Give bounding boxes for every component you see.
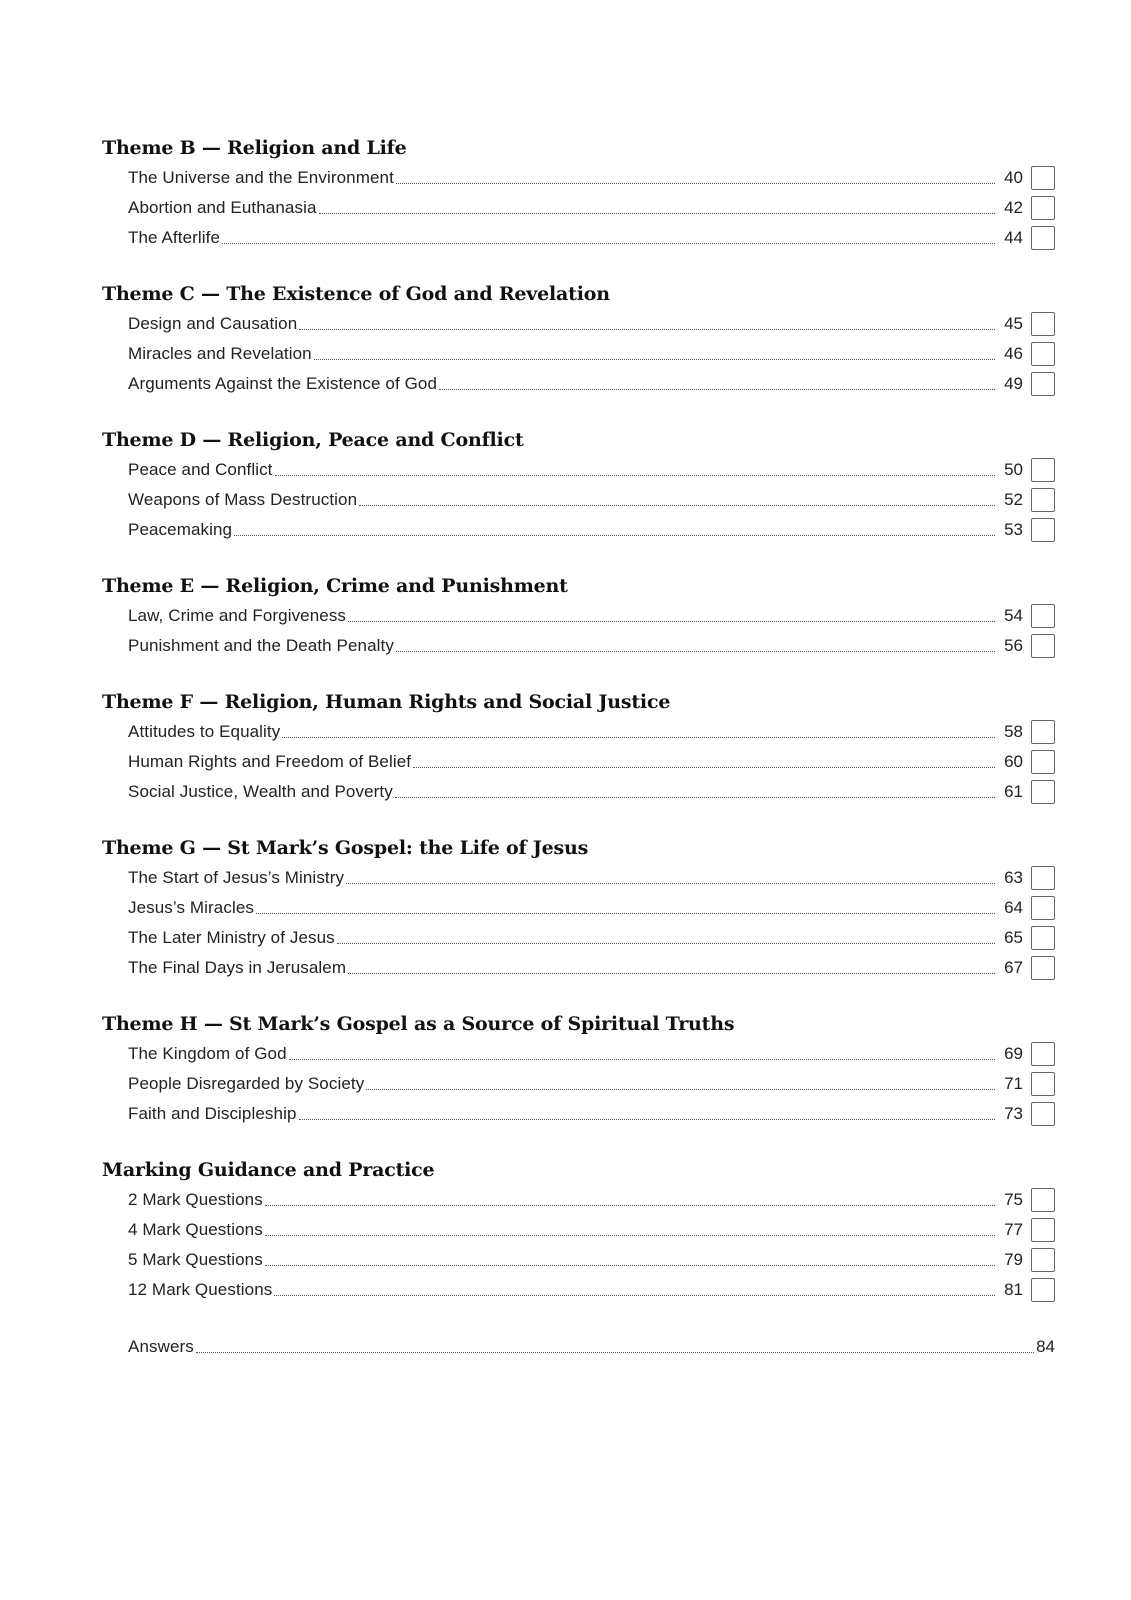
entry-title: Miracles and Revelation (128, 344, 312, 363)
entry-page-number: 40 (1004, 168, 1023, 187)
entry-page-number: 64 (1004, 898, 1023, 917)
toc-entry[interactable] (128, 193, 1055, 223)
dot-leader (348, 971, 995, 974)
entry-title: 5 Mark Questions (128, 1250, 263, 1269)
toc-entry[interactable] (128, 515, 1055, 545)
entry-page-number: 77 (1004, 1220, 1023, 1239)
progress-checkbox[interactable] (1031, 488, 1055, 512)
entry-title: 2 Mark Questions (128, 1190, 263, 1209)
dot-leader (299, 1117, 995, 1120)
dot-leader (396, 181, 995, 184)
entry-page-number: 73 (1004, 1104, 1023, 1123)
dot-leader (346, 881, 995, 884)
toc-entry[interactable] (128, 893, 1055, 923)
entry-title: 12 Mark Questions (128, 1280, 273, 1299)
progress-checkbox[interactable] (1031, 518, 1055, 542)
progress-checkbox[interactable] (1031, 226, 1055, 250)
dot-leader (319, 211, 996, 214)
section-title: Theme C — The Existence of God and Revelation (102, 283, 610, 305)
progress-checkbox[interactable] (1031, 750, 1055, 774)
dot-leader (396, 649, 995, 652)
entry-title: Faith and Discipleship (128, 1104, 297, 1123)
entry-title: Answers (128, 1337, 194, 1356)
progress-checkbox[interactable] (1031, 896, 1055, 920)
entry-title: Peacemaking (128, 520, 233, 539)
section-answers (102, 1332, 1055, 1362)
toc-entry[interactable] (128, 455, 1055, 485)
section-theme-g (102, 833, 1055, 983)
entry-page-number: 52 (1004, 490, 1023, 509)
section-theme-b (102, 133, 1055, 253)
entry-page-number: 53 (1004, 520, 1023, 539)
section-theme-d (102, 425, 1055, 545)
progress-checkbox[interactable] (1031, 1218, 1055, 1242)
toc-entry[interactable] (128, 747, 1055, 777)
toc-entry[interactable] (128, 163, 1055, 193)
entry-page-number: 46 (1004, 344, 1023, 363)
dot-leader (314, 357, 995, 360)
entry-page-number: 65 (1004, 928, 1023, 947)
dot-leader (299, 327, 995, 330)
entry-title: Attitudes to Equality (128, 722, 281, 741)
toc-entry[interactable] (128, 777, 1055, 807)
progress-checkbox[interactable] (1031, 1248, 1055, 1272)
toc-entry[interactable] (128, 369, 1055, 399)
entry-title: Human Rights and Freedom of Belief (128, 752, 412, 771)
toc-entry-answers[interactable] (128, 1332, 1055, 1362)
dot-leader (439, 387, 995, 390)
entry-title: The Final Days in Jerusalem (128, 958, 347, 977)
entry-page-number: 71 (1004, 1074, 1023, 1093)
dot-leader (265, 1233, 995, 1236)
entry-page-number: 67 (1004, 958, 1023, 977)
entry-title: Abortion and Euthanasia (128, 198, 317, 217)
section-title: Theme F — Religion, Human Rights and Social Justice (102, 691, 671, 713)
dot-leader (274, 1293, 995, 1296)
progress-checkbox[interactable] (1031, 342, 1055, 366)
progress-checkbox[interactable] (1031, 1188, 1055, 1212)
entry-page-number: 44 (1004, 228, 1023, 247)
dot-leader (359, 503, 995, 506)
section-theme-c (102, 279, 1055, 399)
progress-checkbox[interactable] (1031, 1278, 1055, 1302)
toc-entry[interactable] (128, 339, 1055, 369)
toc-entry[interactable] (128, 717, 1055, 747)
entry-title: The Later Ministry of Jesus (128, 928, 335, 947)
entry-page-number: 81 (1004, 1280, 1023, 1299)
toc-entry[interactable] (128, 923, 1055, 953)
entry-page-number: 63 (1004, 868, 1023, 887)
section-marking-guidance (102, 1155, 1055, 1305)
entry-page-number: 79 (1004, 1250, 1023, 1269)
section-title: Theme H — St Mark’s Gospel as a Source of Spiritual Truths (102, 1013, 735, 1035)
toc-entry[interactable] (128, 1039, 1055, 1069)
toc-entry[interactable] (128, 309, 1055, 339)
dot-leader (256, 911, 995, 914)
progress-checkbox[interactable] (1031, 458, 1055, 482)
toc-entry[interactable] (128, 1185, 1055, 1215)
dot-leader (348, 619, 995, 622)
entry-title: Peace and Conflict (128, 460, 273, 479)
entry-page-number: 60 (1004, 752, 1023, 771)
entry-title: Law, Crime and Forgiveness (128, 606, 347, 625)
dot-leader (395, 795, 995, 798)
progress-checkbox[interactable] (1031, 866, 1055, 890)
entry-page-number: 42 (1004, 198, 1023, 217)
section-title: Marking Guidance and Practice (102, 1159, 435, 1181)
entry-page-number: 49 (1004, 374, 1023, 393)
progress-checkbox[interactable] (1031, 196, 1055, 220)
entry-title: Jesus’s Miracles (128, 898, 254, 917)
entry-title: The Universe and the Environment (128, 168, 394, 187)
dot-leader (337, 941, 995, 944)
entry-page-number: 75 (1004, 1190, 1023, 1209)
entry-title: Social Justice, Wealth and Poverty (128, 782, 393, 801)
section-title: Theme D — Religion, Peace and Conflict (102, 429, 524, 451)
entry-page-number: 61 (1004, 782, 1023, 801)
dot-leader (222, 241, 995, 244)
entry-title: Punishment and the Death Penalty (128, 636, 394, 655)
entry-title: Design and Causation (128, 314, 298, 333)
section-theme-h (102, 1009, 1055, 1129)
toc-entry[interactable] (128, 601, 1055, 631)
entry-title: The Start of Jesus’s Ministry (128, 868, 345, 887)
toc-entry[interactable] (128, 223, 1055, 253)
entry-page-number: 58 (1004, 722, 1023, 741)
toc-entry[interactable] (128, 485, 1055, 515)
progress-checkbox[interactable] (1031, 1102, 1055, 1126)
toc-entry[interactable] (128, 631, 1055, 661)
section-title: Theme E — Religion, Crime and Punishment (102, 575, 568, 597)
dot-leader (413, 765, 995, 768)
entry-page-number: 84 (1036, 1337, 1055, 1356)
progress-checkbox[interactable] (1031, 166, 1055, 190)
progress-checkbox[interactable] (1031, 780, 1055, 804)
section-theme-e (102, 571, 1055, 661)
entry-page-number: 54 (1004, 606, 1023, 625)
section-theme-f (102, 687, 1055, 807)
entry-title: People Disregarded by Society (128, 1074, 365, 1093)
entry-page-number: 50 (1004, 460, 1023, 479)
progress-checkbox[interactable] (1031, 634, 1055, 658)
progress-checkbox[interactable] (1031, 1042, 1055, 1066)
progress-checkbox[interactable] (1031, 956, 1055, 980)
toc-entry[interactable] (128, 953, 1055, 983)
progress-checkbox[interactable] (1031, 926, 1055, 950)
progress-checkbox[interactable] (1031, 1072, 1055, 1096)
progress-checkbox[interactable] (1031, 312, 1055, 336)
section-title: Theme B — Religion and Life (102, 137, 407, 159)
dot-leader (289, 1057, 995, 1060)
entry-title: The Kingdom of God (128, 1044, 287, 1063)
entry-title: Arguments Against the Existence of God (128, 374, 438, 393)
entry-page-number: 69 (1004, 1044, 1023, 1063)
progress-checkbox[interactable] (1031, 720, 1055, 744)
dot-leader (234, 533, 995, 536)
dot-leader (196, 1350, 1034, 1353)
entry-page-number: 56 (1004, 636, 1023, 655)
dot-leader (275, 473, 996, 476)
dot-leader (282, 735, 995, 738)
dot-leader (265, 1203, 995, 1206)
entry-title: 4 Mark Questions (128, 1220, 263, 1239)
progress-checkbox[interactable] (1031, 604, 1055, 628)
dot-leader (366, 1087, 995, 1090)
toc-entry[interactable] (128, 1275, 1055, 1305)
toc-entry[interactable] (128, 1099, 1055, 1129)
entry-page-number: 45 (1004, 314, 1023, 333)
entry-title: The Afterlife (128, 228, 221, 247)
entry-title: Weapons of Mass Destruction (128, 490, 358, 509)
toc-entry[interactable] (128, 863, 1055, 893)
toc-entry[interactable] (128, 1069, 1055, 1099)
dot-leader (265, 1263, 995, 1266)
progress-checkbox[interactable] (1031, 372, 1055, 396)
section-title: Theme G — St Mark’s Gospel: the Life of Jesus (102, 837, 589, 859)
toc-entry[interactable] (128, 1245, 1055, 1275)
toc-entry[interactable] (128, 1215, 1055, 1245)
